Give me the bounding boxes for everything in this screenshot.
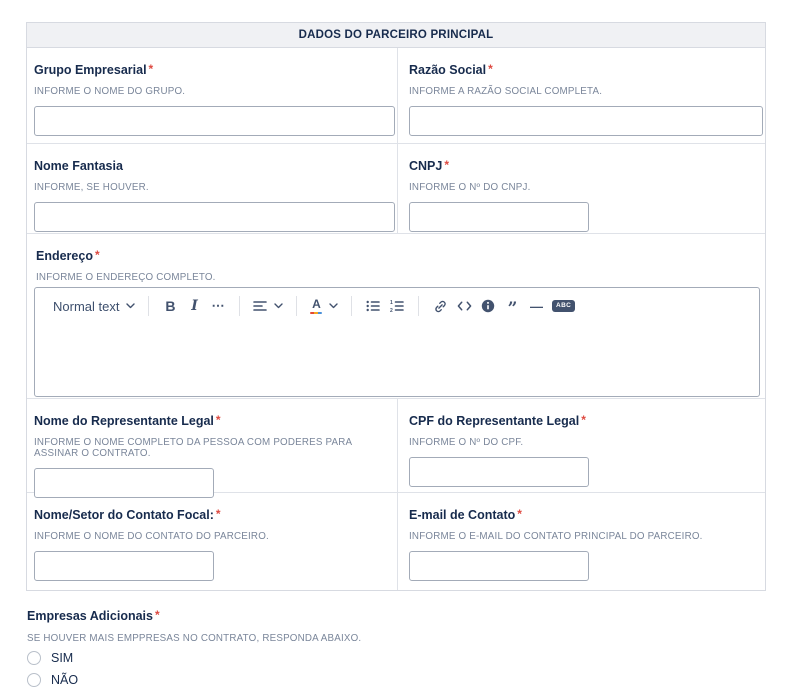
field-cpf-representante-legal [398, 399, 765, 492]
form-row-1 [27, 48, 765, 144]
svg-text:2: 2 [390, 308, 394, 312]
sim-radio-label[interactable]: SIM [51, 651, 74, 665]
toolbar-separator [351, 296, 352, 316]
form-row-3 [27, 234, 765, 399]
field-label: E-mail de Contato [409, 508, 516, 522]
required-asterisk: * [581, 413, 586, 427]
link-button[interactable] [429, 294, 451, 318]
field-cnpj [398, 144, 765, 233]
field-label: CPF do Representante Legal [409, 414, 580, 428]
nao-radio-label[interactable]: NÃO [51, 673, 79, 687]
field-helper-text: INFORME, SE HOUVER. [34, 182, 149, 193]
info-icon [481, 299, 495, 313]
bullet-list-icon [366, 300, 380, 312]
field-nome-representante-legal [27, 399, 398, 492]
field-label: Nome/Setor do Contato Focal: [34, 508, 214, 522]
required-asterisk: * [154, 608, 160, 622]
field-endereco [27, 234, 765, 398]
field-label: Endereço [36, 249, 93, 263]
bold-button[interactable]: B [159, 294, 181, 318]
align-dropdown[interactable] [250, 294, 286, 318]
field-helper-text: INFORME O E-MAIL DO CONTATO PRINCIPAL DO PARCEIRO. [409, 531, 703, 542]
radio-option-sim[interactable] [27, 650, 361, 666]
contato-focal-input[interactable] [34, 551, 214, 581]
info-panel-button[interactable] [477, 294, 499, 318]
status-lozenge-icon: ABC [552, 300, 574, 313]
grupo-empresarial-input[interactable] [34, 106, 395, 136]
required-asterisk: * [488, 62, 493, 76]
divider-rule-button[interactable]: — [525, 294, 547, 318]
status-button[interactable] [549, 294, 577, 318]
cpf-representante-legal-input[interactable] [409, 457, 589, 487]
field-label: CNPJ [409, 159, 443, 173]
text-style-dropdown[interactable] [50, 294, 138, 318]
field-empresas-adicionais [27, 607, 361, 688]
field-contato-focal [27, 493, 398, 590]
more-formatting-button[interactable]: ⋯ [207, 294, 229, 318]
sim-radio-button[interactable] [27, 651, 41, 665]
razao-social-input[interactable] [409, 106, 763, 136]
bullet-list-button[interactable] [362, 294, 384, 318]
text-color-icon: A [310, 298, 322, 314]
code-icon [457, 300, 472, 312]
required-asterisk: * [215, 413, 221, 427]
field-helper-text: INFORME O NOME DO CONTATO DO PARCEIRO. [34, 531, 269, 542]
email-contato-input[interactable] [409, 551, 589, 581]
radio-option-nao[interactable] [27, 672, 361, 688]
ordered-list-icon [390, 300, 404, 312]
field-email-contato [398, 493, 765, 590]
nome-fantasia-input[interactable] [34, 202, 395, 232]
toolbar-separator [418, 296, 419, 316]
toolbar-separator [239, 296, 240, 316]
endereco-editor-content[interactable] [35, 324, 759, 396]
required-asterisk: * [444, 158, 450, 172]
field-helper-text: INFORME O NOME DO GRUPO. [34, 86, 186, 97]
code-button[interactable] [453, 294, 475, 318]
italic-button[interactable]: I [183, 294, 205, 318]
link-icon [433, 299, 448, 314]
required-asterisk: * [215, 507, 221, 521]
required-asterisk: * [148, 62, 154, 76]
field-helper-text: INFORME O Nº DO CNPJ. [409, 182, 531, 193]
field-helper-text: INFORME O Nº DO CPF. [409, 437, 524, 448]
toolbar-separator [296, 296, 297, 316]
ordered-list-button[interactable] [386, 294, 408, 318]
field-helper-text: INFORME A RAZÃO SOCIAL COMPLETA. [409, 86, 603, 97]
field-grupo-empresarial [27, 48, 398, 143]
field-label: Nome Fantasia [34, 159, 123, 173]
svg-text:1: 1 [390, 300, 394, 306]
field-label: Grupo Empresarial [34, 63, 147, 77]
field-label: Empresas Adicionais [27, 609, 153, 623]
field-helper-text: INFORME O NOME COMPLETO DA PESSOA COM PODERES PARA ASSINAR O CONTRATO. [34, 437, 352, 459]
cnpj-input[interactable] [409, 202, 589, 232]
field-razao-social [398, 48, 765, 143]
form-row-4 [27, 399, 765, 493]
chevron-down-icon [126, 303, 135, 309]
editor-toolbar [35, 288, 759, 324]
nao-radio-button[interactable] [27, 673, 41, 687]
form-row-2 [27, 144, 765, 234]
field-helper-text: SE HOUVER MAIS EMPPRESAS NO CONTRATO, RESPONDA ABAIXO. [27, 633, 362, 644]
partner-data-panel [26, 22, 766, 591]
field-label: Razão Social [409, 63, 487, 77]
text-style-label: Normal text [53, 298, 120, 314]
quote-button[interactable]: ” [501, 297, 523, 321]
text-color-dropdown[interactable] [307, 294, 341, 318]
field-helper-text: INFORME O ENDEREÇO COMPLETO. [36, 272, 216, 283]
required-asterisk: * [94, 248, 100, 262]
chevron-down-icon [274, 303, 283, 309]
field-label: Nome do Representante Legal [34, 414, 214, 428]
required-asterisk: * [517, 507, 522, 521]
panel-title: DADOS DO PARCEIRO PRINCIPAL [27, 23, 765, 48]
rich-text-editor [34, 287, 760, 397]
align-left-icon [253, 300, 267, 312]
chevron-down-icon [329, 303, 338, 309]
toolbar-separator [148, 296, 149, 316]
field-nome-fantasia [27, 144, 398, 233]
form-row-5 [27, 493, 765, 590]
